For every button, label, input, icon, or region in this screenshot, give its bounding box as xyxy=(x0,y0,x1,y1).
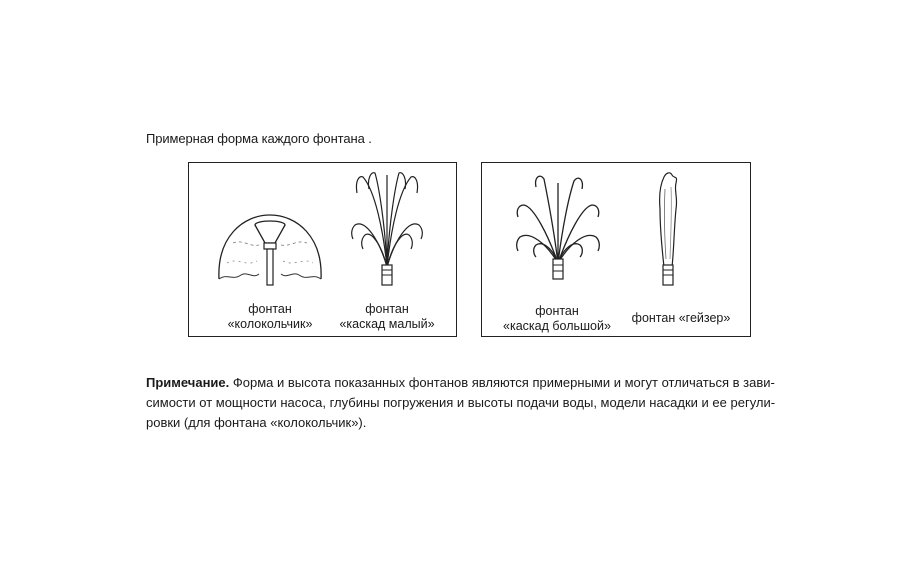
figure-caption: Примерная форма каждого фонтана . xyxy=(146,131,372,146)
note-label: Примечание. xyxy=(146,375,230,390)
fountain-label: фонтан «каскад большой» xyxy=(503,304,611,333)
fountain-label: фонтан «каскад малый» xyxy=(339,302,435,331)
large-cascade-fountain-icon xyxy=(512,171,604,281)
bell-fountain-icon xyxy=(213,207,327,287)
geyser-fountain-icon xyxy=(654,169,684,289)
fountain-panel-right xyxy=(481,162,751,337)
fountain-label: фонтан «гейзер» xyxy=(631,311,731,325)
fountain-panel-left xyxy=(188,162,457,337)
note-paragraph: Примечание. Форма и высота показанных фонтанов являются примерными и могут отличаться в зави- симости от мощности насоса, глубины погружения и высоты подачи воды, модели насадки и ее регули- ровки (для фонтана «колокольчик»). xyxy=(146,375,776,430)
fountain-label: фонтан «колокольчик» xyxy=(227,302,313,331)
small-cascade-fountain-icon xyxy=(347,169,427,287)
